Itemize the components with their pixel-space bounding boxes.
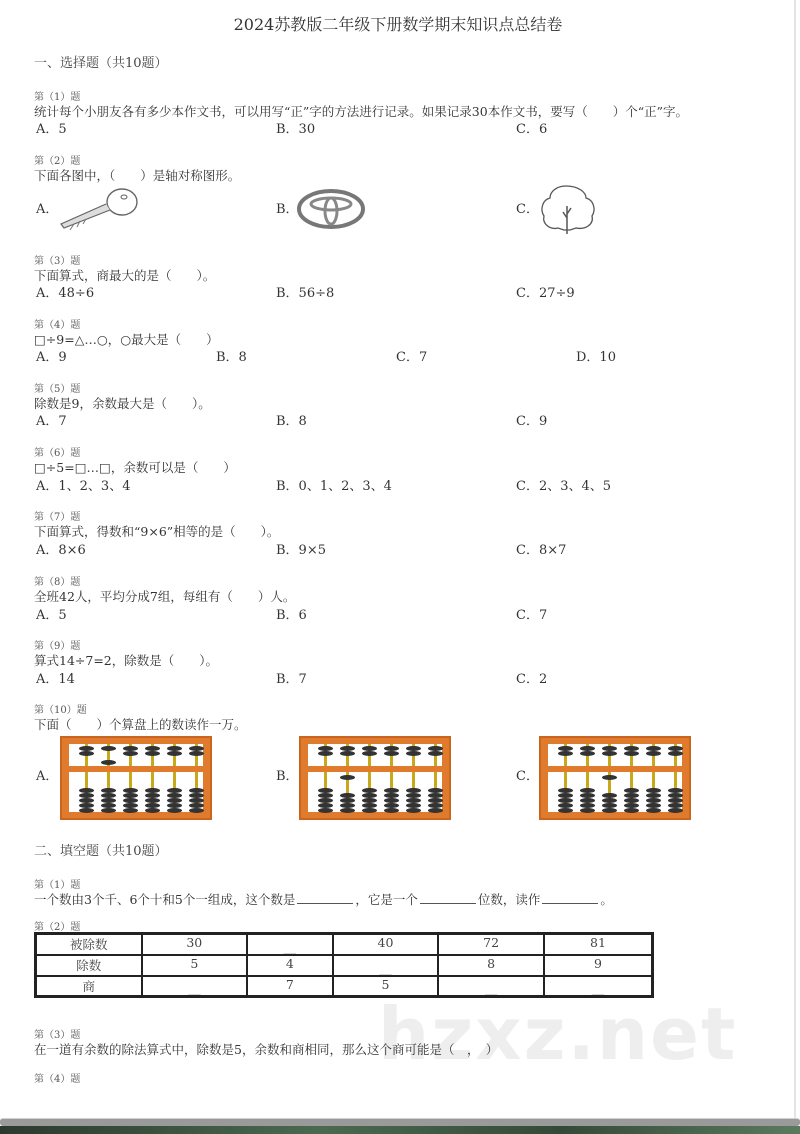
question-text-part: 一个数由3个千、6个十和5个一组成，这个数是 [34,892,296,907]
key-image [56,186,140,232]
question-number: 第（1）题 [34,880,81,891]
abacus-bead [428,751,443,756]
toyota-logo-image [296,189,366,229]
abacus-bead [428,808,443,813]
question-text: 全班42人，平均分成7组，每组有（ ）人。 [34,589,296,604]
abacus-c [539,736,691,820]
abacus-bead [318,808,333,813]
option-b[interactable]: B．8 [276,414,307,429]
question-text: 下面算式，得数和“9×6”相等的是（ ）。 [34,524,280,539]
question-text: 除数是9，余数最大是（ ）。 [34,396,211,411]
abacus-bead [145,751,160,756]
option-b[interactable]: B．56÷8 [276,286,335,301]
abacus-bead [340,751,355,756]
abacus-bead [189,751,204,756]
abacus-bead [362,751,377,756]
abacus-bead [406,808,421,813]
question-text: 下面各图中，（ ）是轴对称图形。 [34,168,241,183]
option-a[interactable]: A．8×6 [36,543,86,558]
table-cell: 30 [142,934,248,955]
option-c[interactable]: C．2 [516,672,548,687]
option-a[interactable]: A． [36,202,59,217]
table-cell: 8 [438,955,544,976]
abacus-bead [646,808,661,813]
table-cell-blank[interactable]: __ [142,976,248,997]
abacus-bead [558,808,573,813]
option-a[interactable]: A．1、2、3、4 [36,479,131,494]
option-b[interactable]: B． [276,769,299,784]
abacus-bead [580,808,595,813]
abacus-bead [79,808,94,813]
option-c[interactable]: C． [516,769,539,784]
question-number: 第（10）题 [34,705,87,716]
section-heading-fill: 二、填空题（共10题） [34,844,168,859]
option-b[interactable]: B．9×5 [276,543,326,558]
question-text: □÷9=△…○，○最大是（ ） [34,332,219,347]
table-cell: 72 [438,934,544,955]
abacus-bead [602,775,617,780]
abacus-bead [362,808,377,813]
abacus-bead [340,775,355,780]
document-title: 2024苏教版二年级下册数学期末知识点总结卷 [233,15,563,34]
table-row [36,934,653,955]
option-b[interactable]: B．30 [276,122,316,137]
option-b[interactable]: B．8 [216,350,247,365]
option-a[interactable]: A． [36,769,59,784]
division-table [34,932,654,998]
abacus-bead [558,751,573,756]
question-number: 第（4）题 [34,320,81,331]
table-cell: 4 [247,955,333,976]
question-number: 第（7）题 [34,512,81,523]
abacus-bead [101,808,116,813]
abacus-bead [624,808,639,813]
question-text: 下面（ ）个算盘上的数读作一万。 [34,717,247,732]
section-heading-choice: 一、选择题（共10题） [34,56,168,71]
abacus-bead [101,746,116,751]
table-cell: 40 [333,934,439,955]
abacus-a [60,736,212,820]
option-c[interactable]: C．7 [516,608,548,623]
abacus-bead [384,751,399,756]
abacus-bead [79,751,94,756]
table-row [36,955,653,976]
question-number: 第（2）题 [34,922,81,933]
table-cell-blank[interactable]: __ [544,976,653,997]
row-label: 除数 [36,955,142,976]
tree-image [536,184,600,236]
option-b[interactable]: B．0、1、2、3、4 [276,479,392,494]
question-text-part: 。 [600,892,613,907]
question-number: 第（3）题 [34,256,81,267]
abacus-bead [580,751,595,756]
answer-blank[interactable] [420,893,476,904]
question-text: 在一道有余数的除法算式中，除数是5，余数和商相同，那么这个商可能是（ ， ） [34,1042,499,1057]
abacus-bead [646,751,661,756]
table-cell: 81 [544,934,653,955]
option-c[interactable]: C．6 [516,122,548,137]
abacus-bead [318,751,333,756]
table-cell-blank[interactable]: __ [247,934,333,955]
table-cell: 5 [333,976,439,997]
abacus-b [299,736,451,820]
option-a[interactable]: A．5 [36,122,67,137]
option-a[interactable]: A．9 [36,350,67,365]
abacus-bead [384,808,399,813]
table-cell: 5 [142,955,248,976]
option-c[interactable]: C．9 [516,414,548,429]
option-a[interactable]: A．5 [36,608,67,623]
table-cell-blank[interactable]: __ [438,976,544,997]
option-a[interactable]: A．14 [36,672,75,687]
horizontal-scrollbar[interactable] [0,1118,800,1126]
abacus-bead [624,751,639,756]
question-number: 第（2）题 [34,156,81,167]
abacus-bead [406,751,421,756]
option-b[interactable]: B．7 [276,672,307,687]
row-label: 商 [36,976,142,997]
abacus-bead [123,751,138,756]
abacus-bead [668,751,683,756]
option-d[interactable]: D．10 [576,350,616,365]
abacus-bead [167,751,182,756]
abacus-bead [189,808,204,813]
table-cell: 7 [247,976,333,997]
option-c[interactable]: C．2、3、4、5 [516,479,612,494]
table-cell-blank[interactable]: __ [333,955,439,976]
watermark: hzxz.net [378,992,738,1076]
question-text: □÷5=□…□，余数可以是（ ） [34,460,236,475]
question-number: 第（9）题 [34,641,81,652]
option-b[interactable]: B．6 [276,608,307,623]
answer-blank[interactable] [542,893,598,904]
abacus-bead [602,751,617,756]
desktop-background-strip [0,1126,800,1134]
abacus-bead [167,808,182,813]
option-c[interactable]: C．7 [396,350,428,365]
abacus-bead [340,808,355,813]
question-text: 算式14÷7=2，除数是（ ）。 [34,653,219,668]
row-label: 被除数 [36,934,142,955]
option-a[interactable]: A．48÷6 [36,286,95,301]
abacus-bead [602,808,617,813]
option-b[interactable]: B． [276,202,299,217]
question-text: 统计每个小朋友各有多少本作文书，可以用写“正”字的方法进行记录。如果记录30本作文书，要写（ ）个“正”字。 [34,104,688,119]
question-number: 第（6）题 [34,448,81,459]
option-a[interactable]: A．7 [36,414,67,429]
question-number: 第（1）题 [34,92,81,103]
question-text-part: 位数，读作 [477,892,541,907]
question-number: 第（4）题 [34,1074,81,1085]
question-text [34,890,613,908]
question-text-part: ，它是一个 [355,892,418,907]
question-number: 第（5）题 [34,384,81,395]
abacus-bead [123,808,138,813]
abacus-bead [668,808,683,813]
option-c[interactable]: C．8×7 [516,543,567,558]
question-number: 第（3）题 [34,1030,81,1041]
question-text: 下面算式，商最大的是（ ）。 [34,268,216,283]
abacus-bead [145,808,160,813]
option-c[interactable]: C．27÷9 [516,286,575,301]
answer-blank[interactable] [297,893,353,904]
table-cell: 9 [544,955,653,976]
question-number: 第（8）题 [34,577,81,588]
abacus-bead [101,760,116,765]
option-c[interactable]: C． [516,202,539,217]
